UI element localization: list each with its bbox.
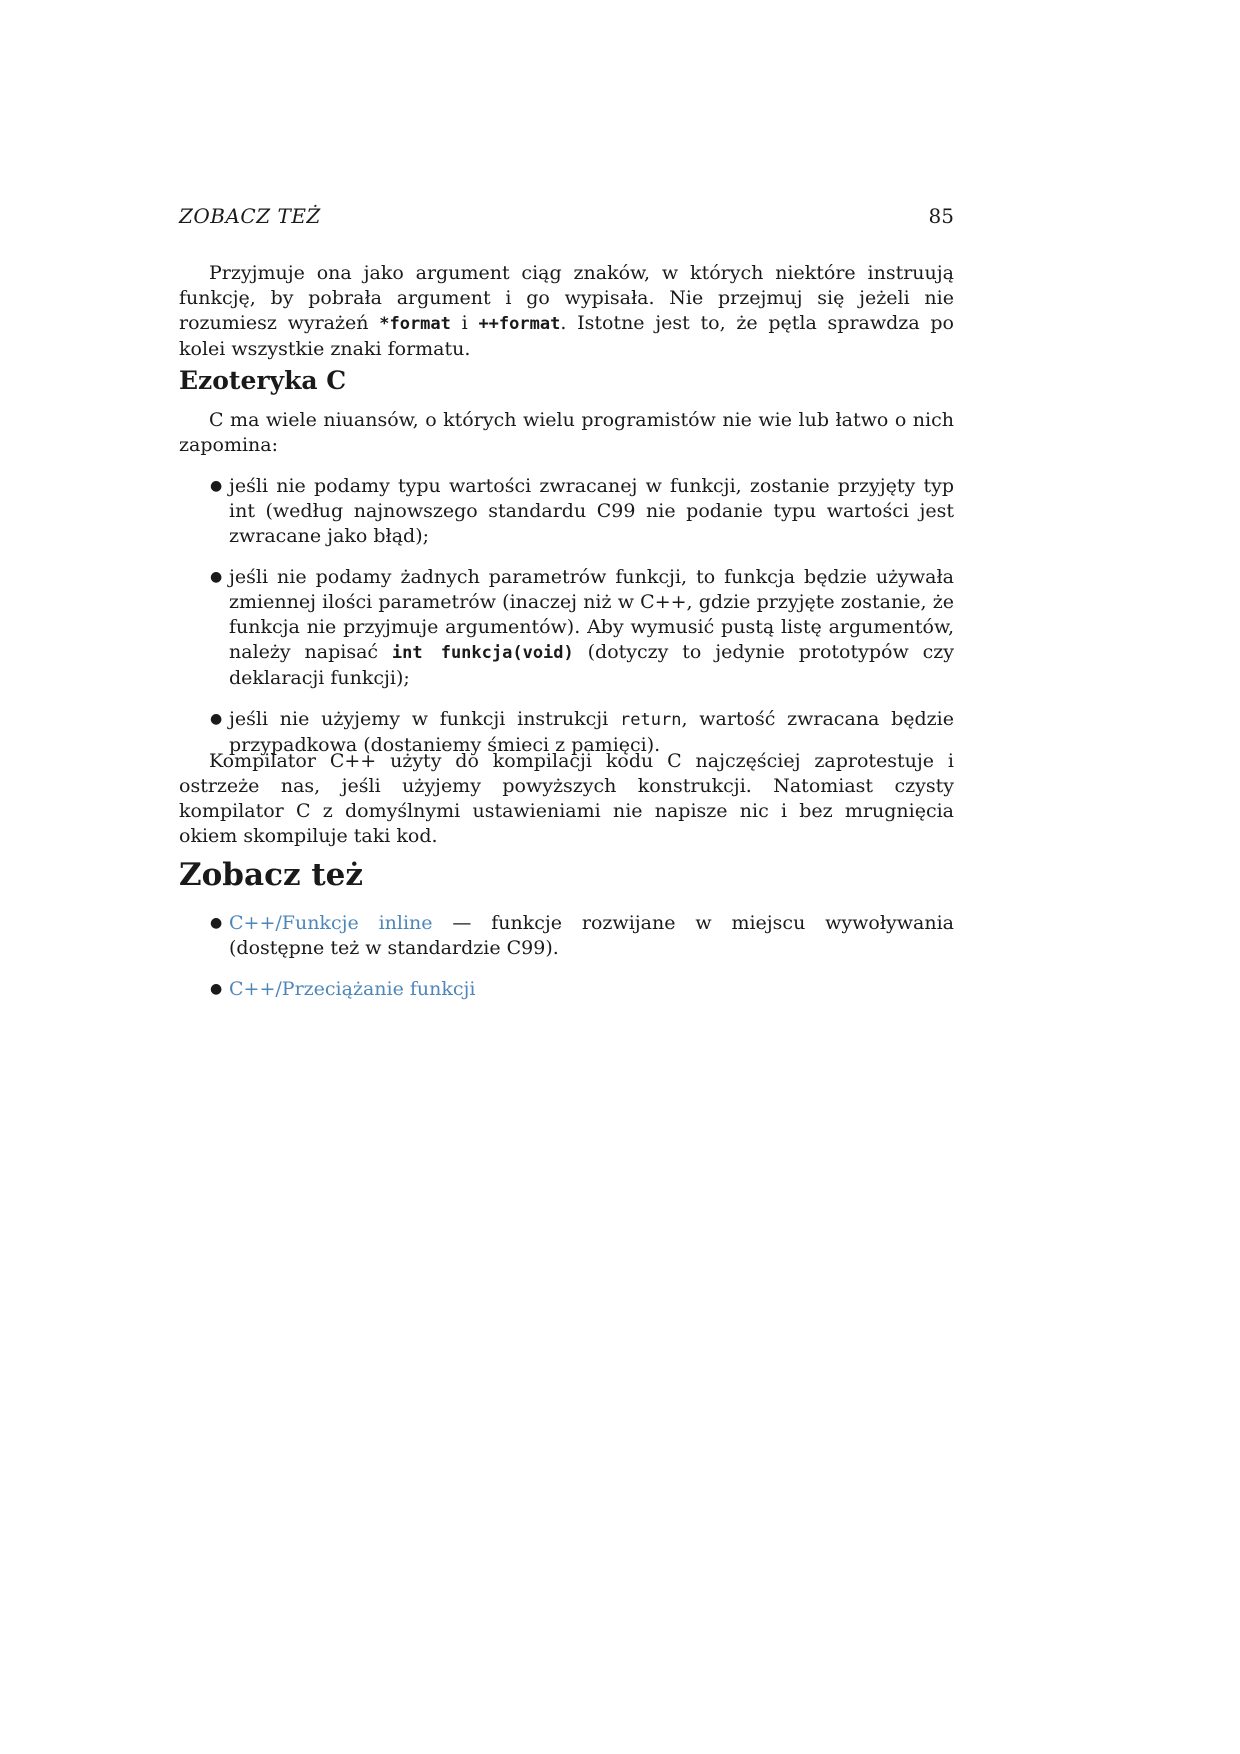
see-also-list	[179, 911, 954, 1002]
bullet-icon: ●	[210, 711, 223, 727]
list-item	[179, 565, 954, 691]
intro-text-1: Przyjmuje ona jako argument ciąg znaków, w których niektóre instruują funkcję, by pobrała argument i go wypisała. Nie przejmuj się jeżeli nie rozumiesz wyrażeń	[179, 262, 954, 334]
running-header-title: ZOBACZ TEŻ	[179, 204, 321, 228]
intro-text-2: i	[450, 312, 479, 334]
list-item-text: jeśli nie podamy żadnych parametrów funkcji, to funkcja będzie używała zmiennej ilości parametrów (inaczej niż w C++, gdzie przyjęte zostanie, że funkcja nie przyjmuje argumentów). Aby wymusić pustą listę argumentów, należy napisać	[229, 566, 954, 663]
link-funkcje-inline[interactable]: C++/Funkcje inline	[229, 912, 433, 934]
bullet-icon: ●	[210, 981, 223, 997]
list-item-text: (dotyczy to jedynie prototypów czy deklaracji funkcji);	[229, 641, 954, 689]
intro-code-format: *format	[379, 314, 451, 334]
list-item-text: jeśli nie użyjemy w funkcji instrukcji	[229, 708, 621, 730]
see-also-description: — funkcje rozwijane w miejscu wywoływania (dostępne też w standardzie C99).	[229, 912, 954, 959]
list-item-text: jeśli nie podamy typu wartości zwracanej w funkcji, zostanie przyjęty typ int (według najnowszego standardu C99 nie podanie typu wartości jest zwracane jako błąd);	[229, 475, 954, 547]
see-also-item	[179, 911, 954, 961]
list-item	[179, 474, 954, 549]
section-heading-ezoteryka: Ezoteryka C	[179, 366, 347, 395]
ezoteryka-lead-paragraph: C ma wiele niuansów, o których wielu programistów nie wie lub łatwo o nich zapomina:	[179, 409, 954, 456]
bullet-icon: ●	[210, 478, 223, 494]
ezoteryka-list	[179, 474, 954, 758]
list-item-text: , wartość zwracana będzie przypadkowa (dostaniemy śmieci z pamięci).	[229, 708, 954, 756]
section-heading-zobacz-tez: Zobacz też	[179, 857, 363, 893]
list-item-code: int funkcja(void)	[391, 643, 574, 663]
list-item-code: return	[620, 710, 682, 730]
see-also-item	[179, 977, 954, 1002]
intro-code-increment-format: ++format	[478, 314, 561, 334]
intro-paragraph	[179, 261, 954, 362]
intro-text-3: . Istotne jest to, że pętla sprawdza po kolei wszystkie znaki formatu.	[179, 312, 954, 360]
ezoteryka-closing-paragraph: Kompilator C++ użyty do kompilacji kodu C najczęściej zaprotestuje i ostrzeże nas, jeśli użyjemy powyższych konstrukcji. Natomiast czysty kompilator C z domyślnymi ustawieniami nie napisze nic i bez mrugnięcia okiem skompiluje taki kod.	[179, 750, 954, 847]
link-przeciazanie-funkcji[interactable]: C++/Przeciążanie funkcji	[229, 978, 476, 1000]
page-number: 85	[928, 204, 954, 228]
bullet-icon: ●	[210, 569, 223, 585]
bullet-icon: ●	[210, 915, 223, 931]
